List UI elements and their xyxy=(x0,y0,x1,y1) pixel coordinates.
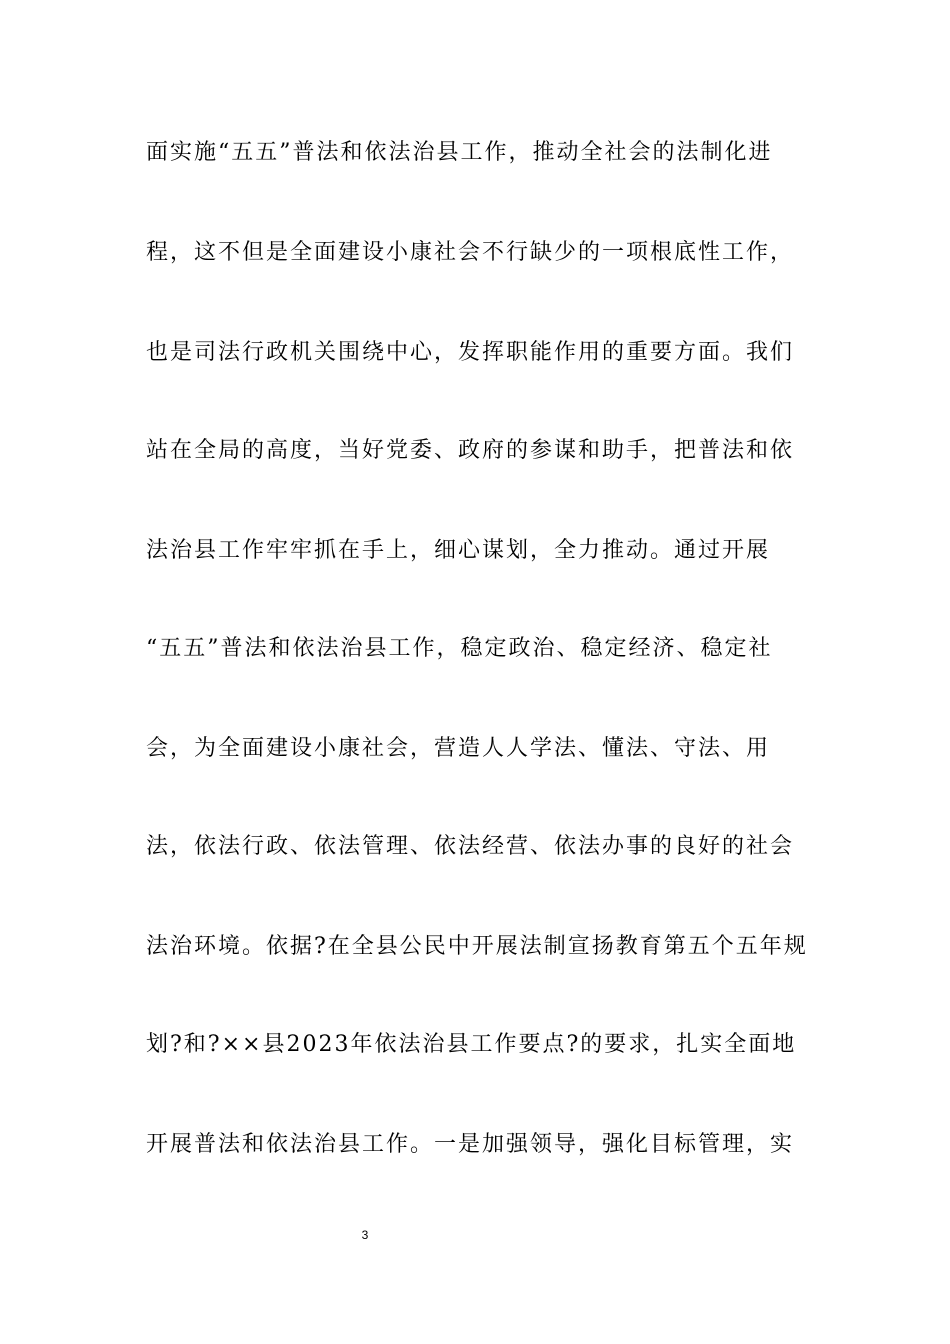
text-line-1: 面实施“五五”普法和依法治县工作，推动全社会的法制化进 xyxy=(146,140,773,165)
text-line-5: 法治县工作牢牢抓在手上，细心谋划，全力推动。通过开展 xyxy=(146,538,771,563)
text-line-9: 法治环境。依据?在全县公民中开展法制宣扬教育第五个五年规 xyxy=(146,934,808,959)
text-line-8: 法，依法行政、依法管理、依法经营、依法办事的良好的社会 xyxy=(146,834,795,859)
text-line-7: 会，为全面建设小康社会，营造人人学法、懂法、守法、用 xyxy=(146,736,771,761)
text-line-11: 开展普法和依法治县工作。一是加强领导，强化目标管理，实 xyxy=(146,1132,795,1157)
text-line-3: 也是司法行政机关围绕中心，发挥职能作用的重要方面。我们 xyxy=(146,340,795,365)
text-line-6: “五五”普法和依法治县工作，稳定政治、稳定经济、稳定社 xyxy=(146,636,773,661)
page-number: 3 xyxy=(361,1228,369,1242)
text-line-4: 站在全局的高度，当好党委、政府的参谋和助手，把普法和依 xyxy=(146,438,795,463)
text-line-10: 划?和?××县2023年依法治县工作要点?的要求，扎实全面地 xyxy=(146,1032,797,1057)
text-line-2: 程，这不但是全面建设小康社会不行缺少的一项根底性工作， xyxy=(146,240,795,265)
